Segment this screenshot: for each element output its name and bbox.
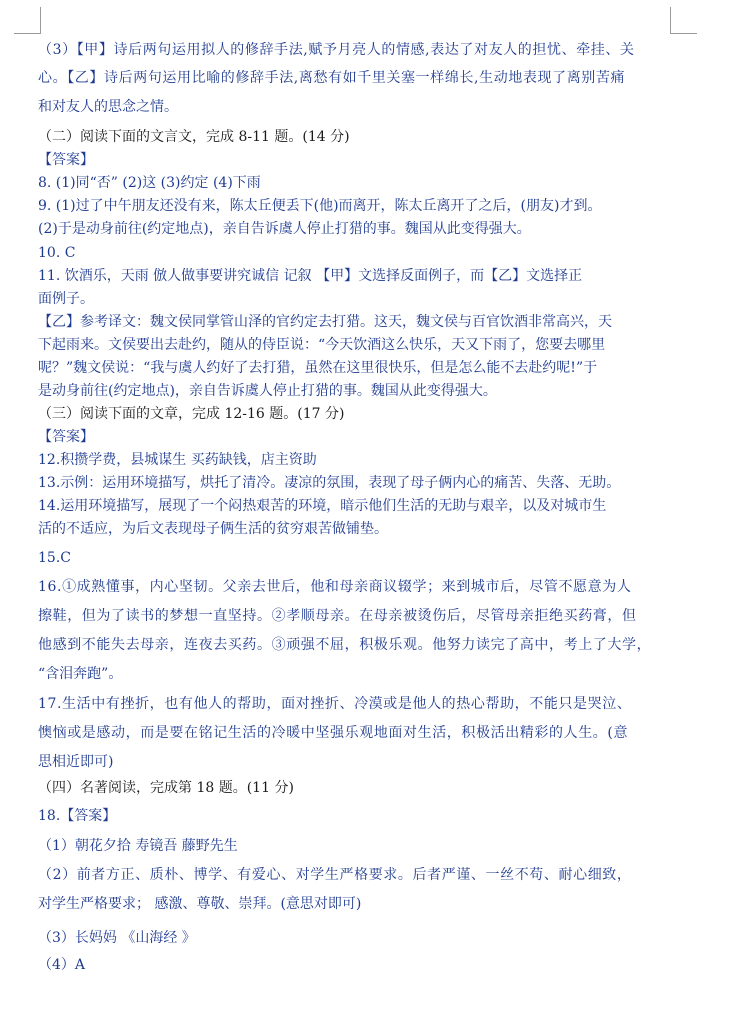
- answer-label: 【答案】: [38, 429, 94, 445]
- answer-line: 16.①成熟懂事，内心坚韧。父亲去世后，他和母亲商议辍学；来到城市后，尽管不愿意为人: [38, 579, 632, 595]
- answer-line: 15.C: [38, 550, 71, 566]
- answer-line: 活的不适应，为后文表现母子俩生活的贫穷艰苦做铺垫。: [38, 521, 388, 537]
- answer-line: 8. (1)同“否” (2)这 (3)约定 (4)下雨: [38, 175, 261, 191]
- answer-line: （1）朝花夕拾 寿镜吾 藤野先生: [38, 838, 238, 854]
- answer-line: 13.示例：运用环境描写，烘托了清冷。凄凉的氛围，表现了母子俩内心的痛苦、失落、无助。: [38, 475, 621, 491]
- answer-line: 心。【乙】诗后两句运用比喻的修辞手法,离愁有如千里关塞一样绵长,生动地表现了离别苦痛: [38, 70, 626, 86]
- answer-label: 【答案】: [38, 152, 94, 168]
- answer-label: 18.【答案】: [38, 808, 117, 824]
- section-heading: （二）阅读下面的文言文，完成 8-11 题。(14 分): [38, 129, 350, 145]
- answer-line: （3）【甲】诗后两句运用拟人的修辞手法,赋予月亮人的情感,表达了对友人的担忧、牵挂、关: [38, 42, 635, 58]
- answer-line: 11. 饮酒乐，天雨 倣人做事要讲究诚信 记叙 【甲】文选择反面例子，而【乙】文选择正: [38, 268, 583, 284]
- answer-line: 他感到不能失去母亲，连夜去买药。③顽强不屈，积极乐观。他努力读完了高中，考上了大学，: [38, 637, 652, 653]
- answer-line: (2)于是动身前往(约定地点)，亲自告诉虞人停止打猎的事。魏国从此变得强大。: [38, 221, 531, 237]
- section-heading: （四）名著阅读，完成第 18 题。(11 分): [38, 780, 294, 796]
- answer-line: 思相近即可): [38, 754, 114, 770]
- answer-line: 对学生严格要求； 感激、尊敬、崇拜。(意思对即可): [38, 896, 362, 912]
- answer-line: 和对友人的思念之情。: [38, 99, 178, 115]
- answer-line: 14.运用环境描写，展现了一个闷热艰苦的环境，暗示他们生活的无助与艰辛，以及对城市生: [38, 498, 607, 514]
- answer-line: 是动身前往(约定地点)，亲自告诉虞人停止打猎的事。魏国从此变得强大。: [38, 383, 497, 399]
- answer-line: （3）长妈妈 《山海经 》: [38, 930, 196, 946]
- answer-line: “含泪奔跑”。: [38, 666, 123, 682]
- section-heading: （三）阅读下面的文章，完成 12-16 题。(17 分): [38, 406, 345, 422]
- answer-line: 17.生活中有挫折，也有他人的帮助，面对挫折、冷漠或是他人的热心帮助，不能只是哭泣、: [38, 696, 632, 712]
- crop-mark-top-left: [14, 7, 41, 34]
- answer-line: 懊恼或是感动，而是要在铭记生活的冷暖中坚强乐观地面对生活，积极活出精彩的人生。(意: [38, 725, 629, 741]
- answer-line: （4）A: [38, 957, 86, 973]
- answer-line: 下起雨来。文侯要出去赴约，随从的侍臣说：“今天饮酒这么快乐，天又下雨了，您要去哪里: [38, 337, 606, 353]
- answer-line: 12.积攒学费，县城谋生 买药缺钱，店主资助: [38, 452, 317, 468]
- answer-line: 面例子。: [38, 291, 94, 307]
- answer-line: 【乙】参考译文：魏文侯同掌管山泽的官约定去打猎。这天，魏文侯与百官饮酒非常高兴，天: [38, 314, 612, 330]
- answer-line: 擦鞋，但为了读书的梦想一直坚持。②孝顺母亲。在母亲被烫伤后，尽管母亲拒绝买药膏，但: [38, 608, 637, 624]
- answer-line: 呢？”魏文侯说：“我与虞人约好了去打猎，虽然在这里很快乐，但是怎么能不去赴约呢!”于: [38, 360, 598, 376]
- answer-line: 10. C: [38, 245, 76, 261]
- answer-line: （2）前者方正、质朴、博学、有爱心、对学生严格要求。后者严谨、一丝不苟、耐心细致，: [38, 867, 632, 883]
- answer-line: 9. (1)过了中午朋友还没有来，陈太丘便丢下(他)而离开，陈太丘离开了之后，(朋友)才到。: [38, 198, 602, 214]
- crop-mark-top-right: [670, 7, 697, 34]
